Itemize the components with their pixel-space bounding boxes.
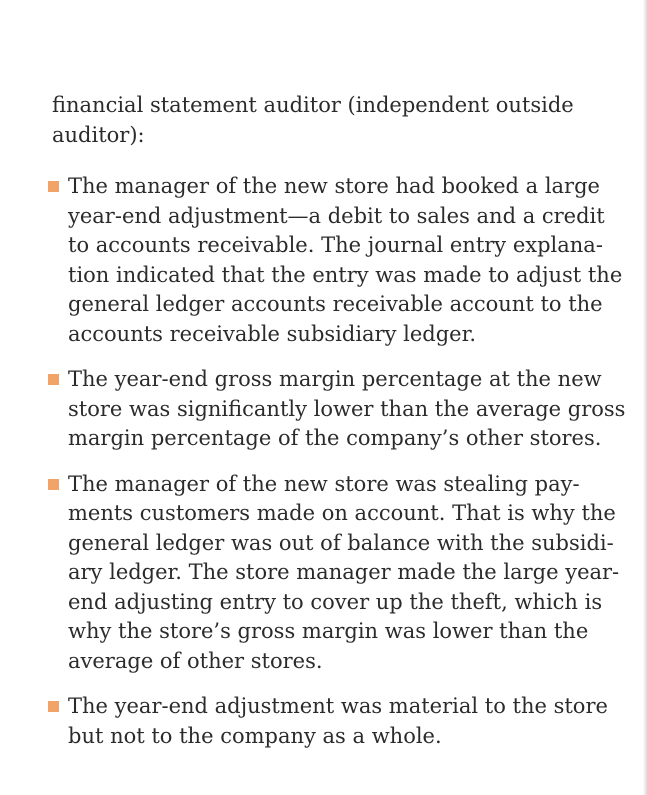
bullet-item-1 xyxy=(48,172,623,349)
bullet-line: general ledger was out of balance with the subsidi- xyxy=(68,530,614,555)
intro-paragraph xyxy=(52,90,612,150)
bullet-line: but not to the company as a whole. xyxy=(68,723,442,748)
bullet-line: ments customers made on account. That is why the xyxy=(68,501,616,525)
bullet-line: general ledger accounts receivable account to the xyxy=(68,292,603,316)
bullet-line: end adjusting entry to cover up the theft, which is xyxy=(68,589,603,614)
bullet-item-3 xyxy=(48,470,620,677)
square-bullet-icon xyxy=(48,374,59,385)
bullet-line: The year-end gross margin percentage at the new xyxy=(68,367,602,391)
bullet-line: average of other stores. xyxy=(68,648,323,673)
bullet-line: margin percentage of the company’s other stores. xyxy=(68,426,602,450)
square-bullet-icon xyxy=(48,479,59,490)
bullet-item-2 xyxy=(48,365,626,454)
bullet-line: accounts receivable subsidiary ledger. xyxy=(68,321,477,346)
square-bullet-icon xyxy=(48,701,59,712)
bullet-line: store was significantly lower than the average gross xyxy=(68,396,626,421)
square-bullet-icon xyxy=(48,181,59,192)
bullet-line: The manager of the new store was stealing pay- xyxy=(68,471,580,496)
intro-line: financial statement auditor (independent outside xyxy=(52,93,574,117)
bullet-item-4 xyxy=(48,692,608,751)
bullet-line: ary ledger. The store manager made the large year- xyxy=(68,560,620,584)
bullet-text xyxy=(68,692,608,751)
bullet-text xyxy=(68,470,620,677)
bullet-line: The manager of the new store had booked a large xyxy=(68,174,600,198)
bullet-line: why the store’s gross margin was lower than the xyxy=(68,619,589,643)
page-edge-shadow xyxy=(643,0,647,795)
bullet-line: year-end adjustment—a debit to sales and a credit xyxy=(68,203,605,228)
bullet-line: tion indicated that the entry was made to adjust the xyxy=(68,262,623,287)
intro-line: auditor): xyxy=(52,123,145,147)
bullet-line: The year-end adjustment was material to the store xyxy=(68,694,608,718)
bullet-text xyxy=(68,365,626,454)
bullet-list xyxy=(48,172,626,767)
bullet-text xyxy=(68,172,623,349)
bullet-line: to accounts receivable. The journal entry explana- xyxy=(68,233,603,257)
